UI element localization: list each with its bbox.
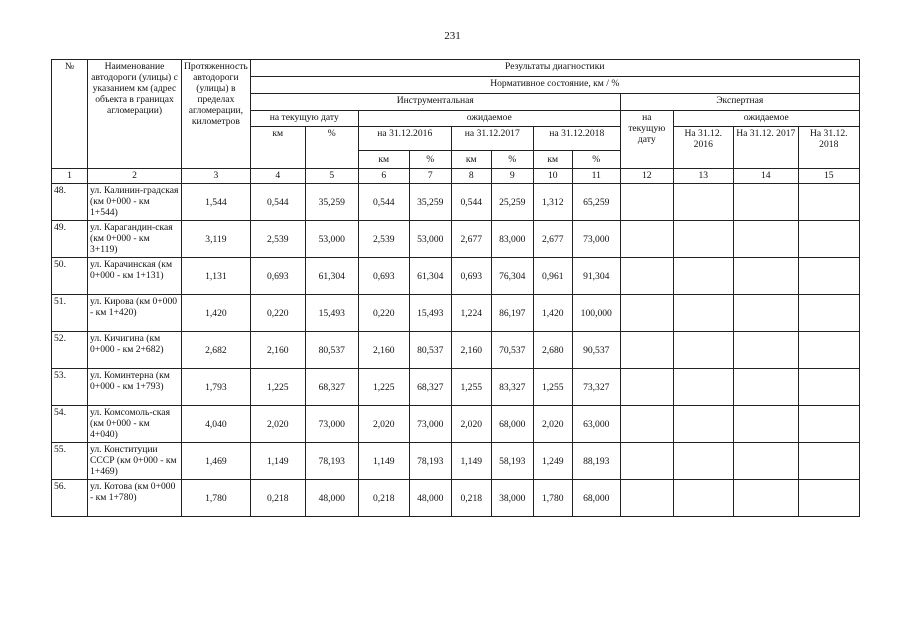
col-index-14: 14 xyxy=(733,169,798,184)
header-normative-state: Нормативное состояние, км / % xyxy=(250,77,859,94)
page-number: 231 xyxy=(444,30,461,42)
table-row xyxy=(52,221,860,258)
road-length: 2,682 xyxy=(182,332,251,369)
expert-empty-cell xyxy=(620,221,673,258)
expert-empty-cell xyxy=(798,221,859,258)
header-road-name: Наименование автодороги (улицы) с указанием км (адрес объекта в границах агломерации) xyxy=(88,60,182,169)
km-2018: 1,420 xyxy=(533,295,572,332)
road-length: 4,040 xyxy=(182,406,251,443)
col-index-9: 9 xyxy=(491,169,533,184)
km-2016: 2,020 xyxy=(358,406,409,443)
pct-2016: 61,304 xyxy=(409,258,451,295)
expert-empty-cell xyxy=(620,443,673,480)
road-name: ул. Карачинская (км 0+000 - км 1+131) xyxy=(88,258,182,295)
expert-empty-cell xyxy=(620,295,673,332)
table-row xyxy=(52,480,860,517)
km-2016: 0,220 xyxy=(358,295,409,332)
header-na-2017: На 31.12. 2017 xyxy=(733,127,798,169)
header-km-2016: км xyxy=(358,151,409,169)
header-km-2018: км xyxy=(533,151,572,169)
table-row xyxy=(52,332,860,369)
pct-2018: 88,193 xyxy=(572,443,620,480)
road-length: 1,131 xyxy=(182,258,251,295)
km-2017: 1,255 xyxy=(451,369,491,406)
header-pct-2016: % xyxy=(409,151,451,169)
pct-2016: 48,000 xyxy=(409,480,451,517)
header-expert-current-date: на текущую дату xyxy=(620,111,673,169)
km-2018: 2,020 xyxy=(533,406,572,443)
col-index-3: 3 xyxy=(182,169,251,184)
road-name: ул. Карагандин-ская (км 0+000 - км 3+119) xyxy=(88,221,182,258)
road-name: ул. Котова (км 0+000 - км 1+780) xyxy=(88,480,182,517)
header-no: № xyxy=(52,60,88,169)
road-name: ул. Комсомоль-ская (км 0+000 - км 4+040) xyxy=(88,406,182,443)
pct-2017: 83,327 xyxy=(491,369,533,406)
row-number: 50. xyxy=(52,258,88,295)
header-date-2017: на 31.12.2017 xyxy=(451,127,533,151)
header-date-2016: на 31.12.2016 xyxy=(358,127,451,151)
expert-empty-cell xyxy=(733,332,798,369)
header-pct-2017: % xyxy=(491,151,533,169)
expert-empty-cell xyxy=(620,184,673,221)
expert-empty-cell xyxy=(673,406,733,443)
road-name: ул. Коминтерна (км 0+000 - км 1+793) xyxy=(88,369,182,406)
row-number: 52. xyxy=(52,332,88,369)
col-index-12: 12 xyxy=(620,169,673,184)
col-index-7: 7 xyxy=(409,169,451,184)
km-2017: 1,224 xyxy=(451,295,491,332)
km-2016: 0,544 xyxy=(358,184,409,221)
header-current-date: на текущую дату xyxy=(250,111,358,127)
diagnostics-table xyxy=(51,59,860,517)
header-length: Протяженность автодороги (улицы) в пределах агломерации, километров xyxy=(182,60,251,169)
current-pct: 48,000 xyxy=(305,480,358,517)
table-row xyxy=(52,443,860,480)
row-number: 48. xyxy=(52,184,88,221)
expert-empty-cell xyxy=(673,332,733,369)
expert-empty-cell xyxy=(673,295,733,332)
table-row xyxy=(52,258,860,295)
km-2018: 1,312 xyxy=(533,184,572,221)
pct-2018: 91,304 xyxy=(572,258,620,295)
header-instrumental: Инструментальная xyxy=(250,94,620,111)
current-pct: 78,193 xyxy=(305,443,358,480)
km-2017: 2,020 xyxy=(451,406,491,443)
expert-empty-cell xyxy=(733,369,798,406)
row-number: 53. xyxy=(52,369,88,406)
table-row xyxy=(52,369,860,406)
km-2018: 1,780 xyxy=(533,480,572,517)
expert-empty-cell xyxy=(733,221,798,258)
pct-2018: 90,537 xyxy=(572,332,620,369)
current-km: 1,149 xyxy=(250,443,305,480)
pct-2018: 100,000 xyxy=(572,295,620,332)
col-index-11: 11 xyxy=(572,169,620,184)
km-2016: 2,539 xyxy=(358,221,409,258)
km-2018: 1,249 xyxy=(533,443,572,480)
pct-2016: 15,493 xyxy=(409,295,451,332)
header-na-2016: На 31.12. 2016 xyxy=(673,127,733,169)
row-number: 56. xyxy=(52,480,88,517)
expert-empty-cell xyxy=(798,480,859,517)
row-number: 51. xyxy=(52,295,88,332)
table-row xyxy=(52,184,860,221)
header-date-2018: на 31.12.2018 xyxy=(533,127,620,151)
pct-2016: 73,000 xyxy=(409,406,451,443)
expert-empty-cell xyxy=(673,221,733,258)
km-2018: 2,677 xyxy=(533,221,572,258)
header-expert-expected: ожидаемое xyxy=(673,111,859,127)
road-length: 1,420 xyxy=(182,295,251,332)
expert-empty-cell xyxy=(620,406,673,443)
row-number: 49. xyxy=(52,221,88,258)
expert-empty-cell xyxy=(620,332,673,369)
header-diagnostics-results: Результаты диагностики xyxy=(250,60,859,77)
current-km: 0,544 xyxy=(250,184,305,221)
col-index-13: 13 xyxy=(673,169,733,184)
road-length: 1,780 xyxy=(182,480,251,517)
pct-2017: 76,304 xyxy=(491,258,533,295)
km-2016: 0,693 xyxy=(358,258,409,295)
table-row xyxy=(52,406,860,443)
expert-empty-cell xyxy=(733,295,798,332)
row-number: 55. xyxy=(52,443,88,480)
col-index-8: 8 xyxy=(451,169,491,184)
row-number: 54. xyxy=(52,406,88,443)
pct-2017: 58,193 xyxy=(491,443,533,480)
pct-2018: 65,259 xyxy=(572,184,620,221)
current-km: 0,693 xyxy=(250,258,305,295)
col-index-15: 15 xyxy=(798,169,859,184)
current-pct: 73,000 xyxy=(305,406,358,443)
col-index-10: 10 xyxy=(533,169,572,184)
pct-2017: 68,000 xyxy=(491,406,533,443)
road-length: 3,119 xyxy=(182,221,251,258)
pct-2016: 53,000 xyxy=(409,221,451,258)
expert-empty-cell xyxy=(798,184,859,221)
road-length: 1,793 xyxy=(182,369,251,406)
expert-empty-cell xyxy=(673,369,733,406)
road-name: ул. Кичигина (км 0+000 - км 2+682) xyxy=(88,332,182,369)
current-pct: 35,259 xyxy=(305,184,358,221)
road-name: ул. Конституции СССР (км 0+000 - км 1+469) xyxy=(88,443,182,480)
expert-empty-cell xyxy=(620,258,673,295)
road-name: ул. Калинин-градская (км 0+000 - км 1+544) xyxy=(88,184,182,221)
expert-empty-cell xyxy=(733,480,798,517)
current-pct: 15,493 xyxy=(305,295,358,332)
col-index-4: 4 xyxy=(250,169,305,184)
km-2016: 2,160 xyxy=(358,332,409,369)
current-km: 2,160 xyxy=(250,332,305,369)
col-index-2: 2 xyxy=(88,169,182,184)
current-pct: 61,304 xyxy=(305,258,358,295)
km-2017: 0,544 xyxy=(451,184,491,221)
col-index-6: 6 xyxy=(358,169,409,184)
pct-2016: 68,327 xyxy=(409,369,451,406)
km-2016: 1,149 xyxy=(358,443,409,480)
expert-empty-cell xyxy=(733,258,798,295)
km-2016: 0,218 xyxy=(358,480,409,517)
km-2018: 0,961 xyxy=(533,258,572,295)
col-index-5: 5 xyxy=(305,169,358,184)
km-2018: 1,255 xyxy=(533,369,572,406)
pct-2017: 25,259 xyxy=(491,184,533,221)
header-km-2017: км xyxy=(451,151,491,169)
expert-empty-cell xyxy=(673,184,733,221)
expert-empty-cell xyxy=(620,480,673,517)
expert-empty-cell xyxy=(798,443,859,480)
expert-empty-cell xyxy=(798,332,859,369)
current-pct: 80,537 xyxy=(305,332,358,369)
pct-2018: 73,327 xyxy=(572,369,620,406)
table-header xyxy=(52,60,860,184)
expert-empty-cell xyxy=(798,258,859,295)
expert-empty-cell xyxy=(798,406,859,443)
pct-2017: 83,000 xyxy=(491,221,533,258)
km-2017: 2,160 xyxy=(451,332,491,369)
header-na-2018: На 31.12. 2018 xyxy=(798,127,859,169)
pct-2017: 38,000 xyxy=(491,480,533,517)
pct-2018: 63,000 xyxy=(572,406,620,443)
expert-empty-cell xyxy=(733,406,798,443)
road-name: ул. Кирова (км 0+000 - км 1+420) xyxy=(88,295,182,332)
expert-empty-cell xyxy=(673,258,733,295)
expert-empty-cell xyxy=(733,184,798,221)
current-km: 0,220 xyxy=(250,295,305,332)
km-2017: 2,677 xyxy=(451,221,491,258)
header-current-pct: % xyxy=(305,127,358,169)
km-2017: 1,149 xyxy=(451,443,491,480)
expert-empty-cell xyxy=(798,295,859,332)
expert-empty-cell xyxy=(620,369,673,406)
pct-2017: 70,537 xyxy=(491,332,533,369)
km-2016: 1,225 xyxy=(358,369,409,406)
col-index-1: 1 xyxy=(52,169,88,184)
km-2017: 0,693 xyxy=(451,258,491,295)
header-expert: Экспертная xyxy=(620,94,859,111)
pct-2016: 78,193 xyxy=(409,443,451,480)
road-length: 1,544 xyxy=(182,184,251,221)
table-row xyxy=(52,295,860,332)
header-current-km: км xyxy=(250,127,305,169)
table-body xyxy=(52,184,860,517)
current-pct: 68,327 xyxy=(305,369,358,406)
expert-empty-cell xyxy=(798,369,859,406)
pct-2016: 80,537 xyxy=(409,332,451,369)
current-km: 0,218 xyxy=(250,480,305,517)
header-expected: ожидаемое xyxy=(358,111,620,127)
current-km: 2,539 xyxy=(250,221,305,258)
expert-empty-cell xyxy=(673,480,733,517)
pct-2016: 35,259 xyxy=(409,184,451,221)
expert-empty-cell xyxy=(733,443,798,480)
current-km: 2,020 xyxy=(250,406,305,443)
current-km: 1,225 xyxy=(250,369,305,406)
pct-2017: 86,197 xyxy=(491,295,533,332)
pct-2018: 73,000 xyxy=(572,221,620,258)
header-pct-2018: % xyxy=(572,151,620,169)
current-pct: 53,000 xyxy=(305,221,358,258)
km-2017: 0,218 xyxy=(451,480,491,517)
pct-2018: 68,000 xyxy=(572,480,620,517)
expert-empty-cell xyxy=(673,443,733,480)
km-2018: 2,680 xyxy=(533,332,572,369)
road-length: 1,469 xyxy=(182,443,251,480)
